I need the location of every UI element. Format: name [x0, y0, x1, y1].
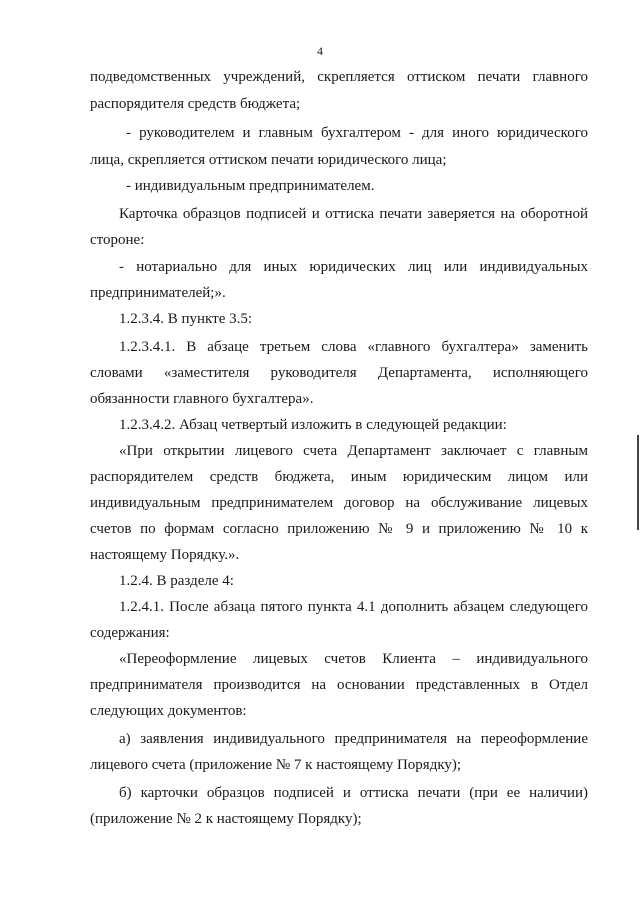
text-line: подведомственных учреждений, скрепляется оттиском печати главного	[90, 69, 588, 85]
text-line: следующих документов:	[90, 703, 247, 719]
page-number: 4	[317, 44, 323, 58]
text-line: индивидуальным предпринимателем договор на обслуживание лицевых	[90, 495, 588, 511]
text-line: лица, скрепляется оттиском печати юридического лица;	[90, 152, 447, 168]
text-line: - руководителем и главным бухгалтером - для иного юридического	[126, 125, 588, 141]
text-line: 1.2.4. В разделе 4:	[119, 573, 234, 589]
text-line: 1.2.3.4.1. В абзаце третьем слова «главного бухгалтера» заменить	[119, 339, 588, 355]
text-line: 1.2.3.4.2. Абзац четвертый изложить в следующей редакции:	[119, 417, 507, 433]
text-line: распорядителем средств бюджета, иным юридическим лицом или	[90, 469, 588, 485]
text-line: - нотариально для иных юридических лиц или индивидуальных	[119, 259, 588, 275]
text-line: б) карточки образцов подписей и оттиска печати (при ее наличии)	[119, 785, 588, 801]
text-line: предпринимателей;».	[90, 285, 226, 301]
text-line: распорядителя средств бюджета;	[90, 96, 301, 112]
text-line: содержания:	[90, 625, 170, 641]
text-line: Карточка образцов подписей и оттиска печати заверяется на оборотной	[119, 206, 588, 222]
text-line: «При открытии лицевого счета Департамент заключает с главным	[119, 443, 588, 459]
text-line: счетов по формам согласно приложению № 9 и приложению № 10 к	[90, 521, 588, 537]
text-line: (приложение № 2 к настоящему Порядку);	[90, 811, 362, 827]
text-line: словами «заместителя руководителя Департамента, исполняющего	[90, 365, 588, 381]
text-line: лицевого счета (приложение № 7 к настоящему Порядку);	[90, 757, 462, 773]
text-line: предпринимателя производится на основании представленных в Отдел	[90, 677, 588, 693]
text-line: обязанности главного бухгалтера».	[90, 391, 314, 407]
text-line: настоящему Порядку.».	[90, 547, 240, 563]
scan-edge-mark	[637, 435, 639, 530]
text-line: а) заявления индивидуального предпринимателя на переоформление	[119, 731, 588, 747]
text-line: - индивидуальным предпринимателем.	[126, 178, 375, 194]
text-line: «Переоформление лицевых счетов Клиента – индивидуального	[119, 651, 588, 667]
text-line: 1.2.3.4. В пункте 3.5:	[119, 311, 253, 327]
text-line: 1.2.4.1. После абзаца пятого пункта 4.1 дополнить абзацем следующего	[119, 599, 588, 615]
text-line: стороне:	[90, 232, 145, 248]
